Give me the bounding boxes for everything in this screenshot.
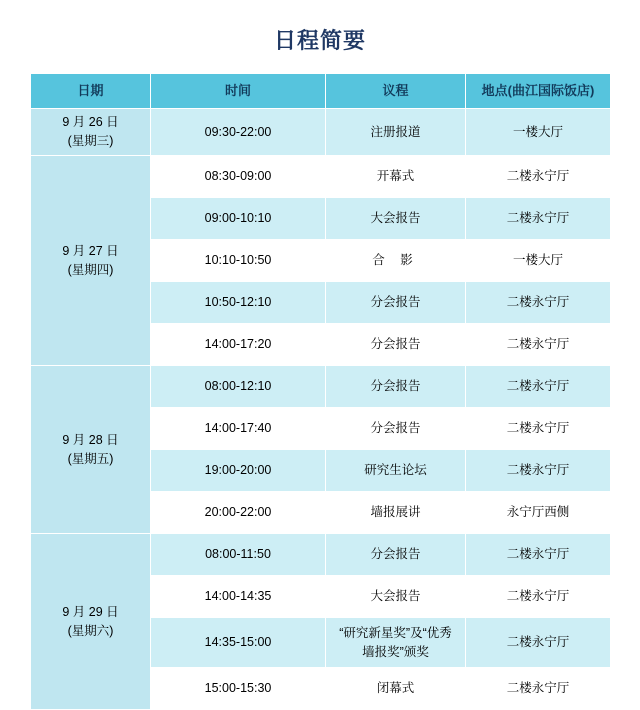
table-row [31,534,611,576]
place-cell: 二楼永宁厅 [466,156,611,198]
date-line-1: 9 月 29 日 [62,604,119,619]
agenda-cell: 大会报告 [326,198,466,240]
date-line-1: 9 月 28 日 [62,432,119,447]
date-line-2: (星期六) [67,623,114,638]
time-cell: 14:00-17:20 [151,324,326,366]
place-cell: 二楼永宁厅 [466,366,611,408]
column-header-agenda: 议程 [326,74,466,109]
place-cell: 二楼永宁厅 [466,668,611,710]
column-header-time: 时间 [151,74,326,109]
time-cell: 19:00-20:00 [151,450,326,492]
page-title: 日程简要 [273,28,366,53]
table-row [31,156,611,198]
time-cell: 08:00-11:50 [151,534,326,576]
place-cell: 二楼永宁厅 [466,324,611,366]
time-cell: 14:00-17:40 [151,408,326,450]
agenda-cell: 合 影 [326,240,466,282]
date-line-2: (星期四) [67,262,114,277]
agenda-cell: 研究生论坛 [326,450,466,492]
agenda-cell [326,618,466,668]
date-cell-day4 [31,534,151,710]
place-cell: 一楼大厅 [466,109,611,156]
agenda-line-1: “研究新星奖”及“优秀 [339,625,452,640]
place-cell: 二楼永宁厅 [466,534,611,576]
date-line-2: (星期五) [67,451,114,466]
time-cell: 08:00-12:10 [151,366,326,408]
schedule-table-wrapper [0,73,640,710]
place-cell: 一楼大厅 [466,240,611,282]
date-line-2: (星期三) [67,134,114,148]
table-row [31,109,611,156]
agenda-line-2: 墙报奖”颁奖 [362,644,429,659]
column-header-place: 地点(曲江国际饭店) [466,74,611,109]
agenda-cell: 大会报告 [326,576,466,618]
agenda-cell: 分会报告 [326,408,466,450]
date-line-1: 9 月 26 日 [62,115,119,130]
place-cell: 二楼永宁厅 [466,198,611,240]
time-cell: 15:00-15:30 [151,668,326,710]
agenda-cell: 注册报道 [326,109,466,156]
date-line-1: 9 月 27 日 [62,243,119,258]
schedule-table [30,73,611,710]
time-cell: 20:00-22:00 [151,492,326,534]
time-cell: 09:30-22:00 [151,109,326,156]
place-cell: 二楼永宁厅 [466,618,611,668]
time-cell: 14:00-14:35 [151,576,326,618]
place-cell: 二楼永宁厅 [466,282,611,324]
table-header-row [31,74,611,109]
time-cell: 14:35-15:00 [151,618,326,668]
date-cell-day3 [31,366,151,534]
date-cell-day2 [31,156,151,366]
agenda-cell: 分会报告 [326,366,466,408]
place-cell: 二楼永宁厅 [466,576,611,618]
agenda-cell: 分会报告 [326,282,466,324]
date-cell-day1 [31,109,151,156]
place-cell: 二楼永宁厅 [466,450,611,492]
time-cell: 09:00-10:10 [151,198,326,240]
agenda-cell: 墙报展讲 [326,492,466,534]
time-cell: 10:50-12:10 [151,282,326,324]
table-row [31,366,611,408]
place-cell: 二楼永宁厅 [466,408,611,450]
time-cell: 10:10-10:50 [151,240,326,282]
column-header-date: 日期 [31,74,151,109]
place-cell: 永宁厅西侧 [466,492,611,534]
agenda-cell: 分会报告 [326,534,466,576]
table-header [31,74,611,109]
agenda-cell: 闭幕式 [326,668,466,710]
table-body [31,109,611,710]
agenda-cell: 开幕式 [326,156,466,198]
time-cell: 08:30-09:00 [151,156,326,198]
agenda-cell: 分会报告 [326,324,466,366]
